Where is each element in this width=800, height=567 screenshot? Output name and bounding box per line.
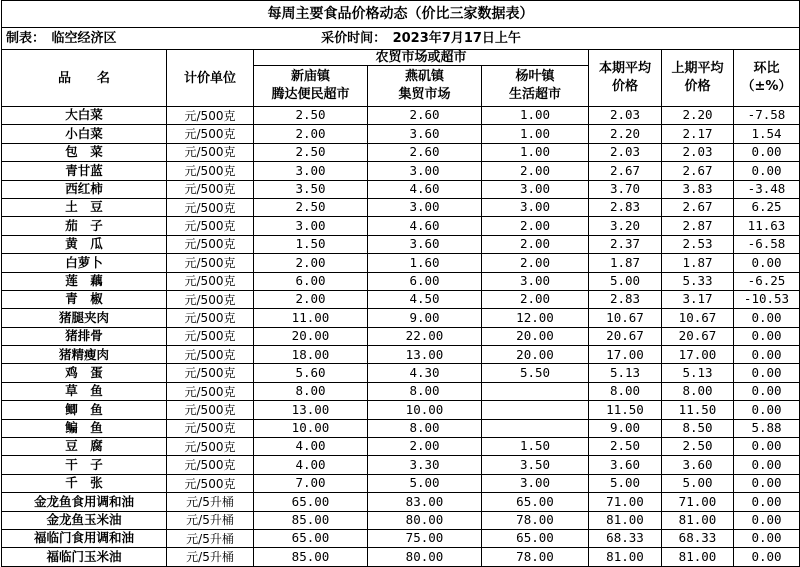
market-2-price-cell: 3.00: [368, 198, 482, 216]
previous-avg-cell: 17.00: [662, 346, 734, 364]
table-row: [2, 493, 800, 511]
market-2-price-cell: 9.00: [368, 309, 482, 327]
table-row: [2, 382, 800, 400]
previous-avg-cell: 10.67: [662, 309, 734, 327]
market-3-price-cell: 3.50: [482, 456, 589, 474]
current-avg-cell: 5.13: [589, 364, 662, 382]
table-row: [2, 254, 800, 272]
ratio-cell: 0.00: [734, 529, 800, 547]
market-2-price-cell: 75.00: [368, 529, 482, 547]
market-1-price-cell: 10.00: [254, 419, 368, 437]
unit-cell: 元/5升桶: [167, 529, 254, 547]
unit-cell: 元/5升桶: [167, 511, 254, 529]
table-row: [2, 198, 800, 216]
current-avg-cell: 81.00: [589, 548, 662, 566]
header-market-2: 燕矶镇 集贸市场: [368, 66, 482, 107]
previous-avg-cell: 5.00: [662, 474, 734, 492]
unit-cell: 元/500克: [167, 419, 254, 437]
table-row: [2, 125, 800, 143]
current-avg-cell: 2.83: [589, 290, 662, 308]
price-table: [1, 0, 800, 567]
table-row: [2, 217, 800, 235]
previous-avg-cell: 71.00: [662, 493, 734, 511]
table-row: [2, 548, 800, 566]
market-2-price-cell: 3.00: [368, 162, 482, 180]
table-row: [2, 162, 800, 180]
header-current-avg: 本期平均 价格: [589, 50, 662, 107]
time-label: 采价时间：: [321, 31, 380, 46]
item-name-cell: 猪排骨: [2, 327, 167, 345]
market-1-price-cell: 3.00: [254, 217, 368, 235]
ratio-cell: 0.00: [734, 493, 800, 511]
market-3-price-cell: 2.00: [482, 217, 589, 235]
current-avg-cell: 3.20: [589, 217, 662, 235]
previous-avg-cell: 2.03: [662, 143, 734, 161]
market-3-price-cell: 20.00: [482, 327, 589, 345]
market-1-price-cell: 3.50: [254, 180, 368, 198]
ratio-cell: -7.58: [734, 107, 800, 125]
unit-cell: 元/500克: [167, 254, 254, 272]
market-1-price-cell: 4.00: [254, 438, 368, 456]
current-avg-cell: 2.20: [589, 125, 662, 143]
market-2-price-cell: 1.60: [368, 254, 482, 272]
item-name-cell: 草 鱼: [2, 382, 167, 400]
market-1-price-cell: 6.00: [254, 272, 368, 290]
market-2-price-cell: 5.00: [368, 474, 482, 492]
ratio-cell: 0.00: [734, 143, 800, 161]
item-name-cell: 茄 子: [2, 217, 167, 235]
item-name-cell: 福临门玉米油: [2, 548, 167, 566]
table-title: 每周主要食品价格动态（价比三家数据表）: [2, 1, 800, 28]
market-2-price-cell: 8.00: [368, 419, 482, 437]
market-1-price-cell: 18.00: [254, 346, 368, 364]
maker-cell: [2, 28, 167, 50]
market-2-price-cell: 3.60: [368, 235, 482, 253]
market-3-price-cell: 3.00: [482, 180, 589, 198]
previous-avg-cell: 81.00: [662, 511, 734, 529]
market-1-price-cell: 7.00: [254, 474, 368, 492]
market-3-price-cell: 1.50: [482, 438, 589, 456]
market-1-price-cell: 2.50: [254, 107, 368, 125]
ratio-cell: -3.48: [734, 180, 800, 198]
unit-cell: 元/5升桶: [167, 493, 254, 511]
current-avg-cell: 17.00: [589, 346, 662, 364]
market-2-price-cell: 22.00: [368, 327, 482, 345]
table-row: [2, 401, 800, 419]
table-row: [2, 474, 800, 492]
table-row: [2, 529, 800, 547]
market-3-price-cell: 20.00: [482, 346, 589, 364]
item-name-cell: 金龙鱼玉米油: [2, 511, 167, 529]
item-name-cell: 青 椒: [2, 290, 167, 308]
previous-avg-cell: 81.00: [662, 548, 734, 566]
item-name-cell: 包 菜: [2, 143, 167, 161]
item-name-cell: 千 张: [2, 474, 167, 492]
maker-label: 制表：: [6, 31, 39, 46]
ratio-cell: 0.00: [734, 511, 800, 529]
current-avg-cell: 8.00: [589, 382, 662, 400]
market-2-price-cell: 2.60: [368, 107, 482, 125]
ratio-cell: 0.00: [734, 364, 800, 382]
unit-cell: 元/500克: [167, 438, 254, 456]
previous-avg-cell: 20.67: [662, 327, 734, 345]
market-2-price-cell: 13.00: [368, 346, 482, 364]
market-1-price-cell: 85.00: [254, 548, 368, 566]
current-avg-cell: 20.67: [589, 327, 662, 345]
table-row: [2, 235, 800, 253]
market-1-price-cell: 85.00: [254, 511, 368, 529]
time-cell: [254, 28, 589, 50]
market-2-price-cell: 2.60: [368, 143, 482, 161]
current-avg-cell: 3.60: [589, 456, 662, 474]
table-row: [2, 143, 800, 161]
current-avg-cell: 5.00: [589, 474, 662, 492]
ratio-cell: 0.00: [734, 382, 800, 400]
item-name-cell: 鸡 蛋: [2, 364, 167, 382]
unit-cell: 元/500克: [167, 382, 254, 400]
item-name-cell: 福临门食用调和油: [2, 529, 167, 547]
ratio-cell: 0.00: [734, 401, 800, 419]
previous-avg-cell: 68.33: [662, 529, 734, 547]
item-name-cell: 小白菜: [2, 125, 167, 143]
table-row: [2, 364, 800, 382]
market-3-price-cell: 1.00: [482, 143, 589, 161]
header-ratio: 环比 （±%）: [734, 50, 800, 107]
header-market-1: 新庙镇 腾达便民超市: [254, 66, 368, 107]
market-3-price-cell: 1.00: [482, 107, 589, 125]
table-row: [2, 309, 800, 327]
previous-avg-cell: 1.87: [662, 254, 734, 272]
market-3-price-cell: [482, 401, 589, 419]
current-avg-cell: 2.67: [589, 162, 662, 180]
item-name-cell: 黄 瓜: [2, 235, 167, 253]
market-3-price-cell: [482, 419, 589, 437]
previous-avg-cell: 8.50: [662, 419, 734, 437]
market-2-price-cell: 10.00: [368, 401, 482, 419]
market-1-price-cell: 3.00: [254, 162, 368, 180]
current-avg-cell: 81.00: [589, 511, 662, 529]
unit-cell: 元/500克: [167, 364, 254, 382]
current-avg-cell: 2.83: [589, 198, 662, 216]
unit-cell: 元/500克: [167, 162, 254, 180]
ratio-cell: 0.00: [734, 162, 800, 180]
market-3-price-cell: 65.00: [482, 493, 589, 511]
table-row: [2, 438, 800, 456]
unit-cell: 元/500克: [167, 327, 254, 345]
unit-cell: 元/500克: [167, 272, 254, 290]
market-1-price-cell: 65.00: [254, 529, 368, 547]
item-name-cell: 莲 藕: [2, 272, 167, 290]
market-1-price-cell: 1.50: [254, 235, 368, 253]
maker-value: 临空经济区: [51, 31, 117, 46]
item-name-cell: 鳊 鱼: [2, 419, 167, 437]
previous-avg-cell: 11.50: [662, 401, 734, 419]
unit-cell: 元/500克: [167, 290, 254, 308]
ratio-cell: 1.54: [734, 125, 800, 143]
unit-cell: 元/500克: [167, 107, 254, 125]
previous-avg-cell: 5.13: [662, 364, 734, 382]
ratio-cell: 0.00: [734, 309, 800, 327]
item-name-cell: 大白菜: [2, 107, 167, 125]
item-name-cell: 白萝卜: [2, 254, 167, 272]
table-row: [2, 346, 800, 364]
previous-avg-cell: 2.20: [662, 107, 734, 125]
table-row: [2, 272, 800, 290]
unit-cell: 元/500克: [167, 217, 254, 235]
previous-avg-cell: 2.87: [662, 217, 734, 235]
previous-avg-cell: 5.33: [662, 272, 734, 290]
current-avg-cell: 2.50: [589, 438, 662, 456]
market-3-price-cell: 3.00: [482, 198, 589, 216]
table-row: [2, 290, 800, 308]
header-name: 品 名: [2, 50, 167, 107]
item-name-cell: 西红柿: [2, 180, 167, 198]
current-avg-cell: 71.00: [589, 493, 662, 511]
item-name-cell: 干 子: [2, 456, 167, 474]
ratio-cell: 0.00: [734, 456, 800, 474]
unit-cell: 元/500克: [167, 198, 254, 216]
header-unit: 计价单位: [167, 50, 254, 107]
unit-cell: 元/500克: [167, 143, 254, 161]
unit-cell: 元/500克: [167, 180, 254, 198]
previous-avg-cell: 8.00: [662, 382, 734, 400]
current-avg-cell: 10.67: [589, 309, 662, 327]
market-3-price-cell: 2.00: [482, 254, 589, 272]
market-3-price-cell: 78.00: [482, 511, 589, 529]
ratio-cell: 0.00: [734, 327, 800, 345]
unit-cell: 元/500克: [167, 125, 254, 143]
header-previous-avg: 上期平均 价格: [662, 50, 734, 107]
market-3-price-cell: 2.00: [482, 162, 589, 180]
market-1-price-cell: 65.00: [254, 493, 368, 511]
current-avg-cell: 11.50: [589, 401, 662, 419]
item-name-cell: 猪腿夹肉: [2, 309, 167, 327]
table-row: [2, 327, 800, 345]
ratio-cell: 0.00: [734, 474, 800, 492]
table-row: [2, 456, 800, 474]
ratio-cell: 0.00: [734, 438, 800, 456]
market-3-price-cell: 3.00: [482, 474, 589, 492]
market-2-price-cell: 80.00: [368, 511, 482, 529]
ratio-cell: -6.58: [734, 235, 800, 253]
item-name-cell: 金龙鱼食用调和油: [2, 493, 167, 511]
market-1-price-cell: 13.00: [254, 401, 368, 419]
ratio-cell: 0.00: [734, 254, 800, 272]
table-row: [2, 107, 800, 125]
previous-avg-cell: 2.67: [662, 198, 734, 216]
previous-avg-cell: 3.60: [662, 456, 734, 474]
market-2-price-cell: 80.00: [368, 548, 482, 566]
market-1-price-cell: 11.00: [254, 309, 368, 327]
market-1-price-cell: 5.60: [254, 364, 368, 382]
ratio-cell: 5.88: [734, 419, 800, 437]
item-name-cell: 鲫 鱼: [2, 401, 167, 419]
market-1-price-cell: 2.50: [254, 143, 368, 161]
table-row: [2, 180, 800, 198]
unit-cell: 元/5升桶: [167, 548, 254, 566]
market-3-price-cell: 2.00: [482, 290, 589, 308]
table-row: [2, 419, 800, 437]
market-1-price-cell: 2.00: [254, 254, 368, 272]
ratio-cell: -6.25: [734, 272, 800, 290]
market-2-price-cell: 3.30: [368, 456, 482, 474]
previous-avg-cell: 3.17: [662, 290, 734, 308]
market-3-price-cell: 12.00: [482, 309, 589, 327]
current-avg-cell: 5.00: [589, 272, 662, 290]
market-2-price-cell: 3.60: [368, 125, 482, 143]
current-avg-cell: 2.37: [589, 235, 662, 253]
market-2-price-cell: 6.00: [368, 272, 482, 290]
ratio-cell: 11.63: [734, 217, 800, 235]
unit-cell: 元/500克: [167, 456, 254, 474]
unit-cell: 元/500克: [167, 309, 254, 327]
market-1-price-cell: 4.00: [254, 456, 368, 474]
item-name-cell: 猪精瘦肉: [2, 346, 167, 364]
current-avg-cell: 68.33: [589, 529, 662, 547]
previous-avg-cell: 3.83: [662, 180, 734, 198]
market-3-price-cell: [482, 382, 589, 400]
header-market-group: 农贸市场或超市: [254, 50, 589, 66]
ratio-cell: 6.25: [734, 198, 800, 216]
header-market-3: 杨叶镇 生活超市: [482, 66, 589, 107]
current-avg-cell: 2.03: [589, 107, 662, 125]
market-3-price-cell: 2.00: [482, 235, 589, 253]
item-name-cell: 豆 腐: [2, 438, 167, 456]
unit-cell: 元/500克: [167, 474, 254, 492]
market-2-price-cell: 8.00: [368, 382, 482, 400]
unit-cell: 元/500克: [167, 346, 254, 364]
ratio-cell: -10.53: [734, 290, 800, 308]
market-1-price-cell: 20.00: [254, 327, 368, 345]
market-2-price-cell: 4.30: [368, 364, 482, 382]
previous-avg-cell: 2.17: [662, 125, 734, 143]
ratio-cell: 0.00: [734, 346, 800, 364]
market-2-price-cell: 4.50: [368, 290, 482, 308]
market-1-price-cell: 8.00: [254, 382, 368, 400]
current-avg-cell: 3.70: [589, 180, 662, 198]
market-3-price-cell: 65.00: [482, 529, 589, 547]
current-avg-cell: 9.00: [589, 419, 662, 437]
previous-avg-cell: 2.50: [662, 438, 734, 456]
market-1-price-cell: 2.50: [254, 198, 368, 216]
table-row: [2, 511, 800, 529]
ratio-cell: 0.00: [734, 548, 800, 566]
item-name-cell: 土 豆: [2, 198, 167, 216]
current-avg-cell: 2.03: [589, 143, 662, 161]
unit-cell: 元/500克: [167, 235, 254, 253]
market-2-price-cell: 4.60: [368, 217, 482, 235]
previous-avg-cell: 2.53: [662, 235, 734, 253]
previous-avg-cell: 2.67: [662, 162, 734, 180]
market-1-price-cell: 2.00: [254, 290, 368, 308]
market-1-price-cell: 2.00: [254, 125, 368, 143]
market-3-price-cell: 78.00: [482, 548, 589, 566]
item-name-cell: 青甘蓝: [2, 162, 167, 180]
market-3-price-cell: 1.00: [482, 125, 589, 143]
market-3-price-cell: 3.00: [482, 272, 589, 290]
market-3-price-cell: 5.50: [482, 364, 589, 382]
market-2-price-cell: 2.00: [368, 438, 482, 456]
market-2-price-cell: 83.00: [368, 493, 482, 511]
market-2-price-cell: 4.60: [368, 180, 482, 198]
time-value: 2023年7月17日上午: [392, 31, 521, 46]
unit-cell: 元/500克: [167, 401, 254, 419]
current-avg-cell: 1.87: [589, 254, 662, 272]
